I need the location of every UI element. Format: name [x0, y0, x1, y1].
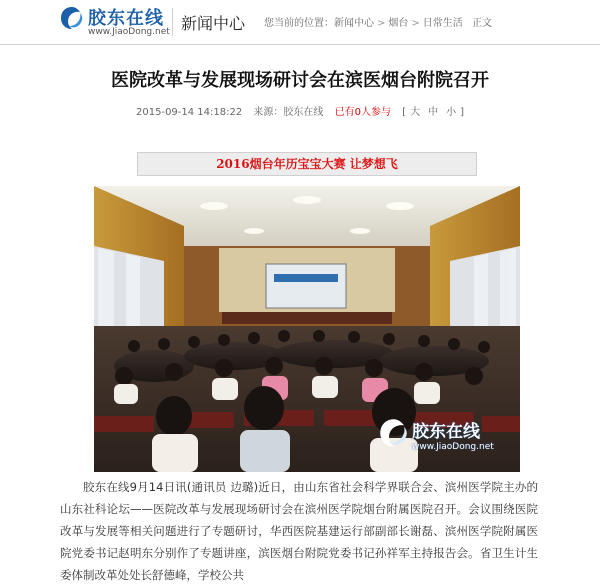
article-meta [0, 103, 600, 118]
font-size-small[interactable]: 小 [446, 107, 457, 118]
watermark-url: www.JiaoDong.net [412, 442, 494, 452]
breadcrumb-item-yantai[interactable]: 烟台 [388, 18, 409, 29]
watermark-text: 胶东在线 [412, 422, 480, 442]
article-body: 胶东在线9月14日讯(通讯员 边璐)近日，由山东省社会科学界联合会、滨州医学院主办的山东社科论坛——医院改革与发展现场研讨会在滨州医学院烟台附属医院召开。会议围绕医院改革与发展等相关问题进行了专题研讨，华西医院基建运行部副部长谢磊、滨州医学院附属医院党委书记赵明东分别作了专题讲座，滨医烟台附院党委书记孙祥军主持报告会。省卫生计生委体制改革处处长舒德峰，学校公共 [60, 480, 538, 582]
watermark-logo-icon [379, 418, 409, 448]
logo-url: www.JiaoDong.net [88, 27, 170, 37]
font-size-switcher: [ 大 中 小 ] [402, 107, 464, 118]
section-title[interactable]: 新闻中心 [181, 14, 246, 33]
breadcrumb-item-news[interactable]: 新闻中心 [334, 18, 374, 29]
logo-text[interactable]: 胶东在线 [88, 8, 164, 29]
chevron-right-icon: > [411, 18, 420, 29]
breadcrumb-space [466, 18, 469, 29]
site-header [0, 0, 600, 45]
article-datetime: 2015-09-14 14:18:22 [136, 107, 243, 118]
breadcrumb-prefix: 您当前的位置： [264, 18, 334, 29]
breadcrumb-item-current: 正文 [471, 18, 492, 29]
header-divider [172, 8, 173, 36]
chevron-right-icon: > [377, 18, 386, 29]
article-title: 医院改革与发展现场研讨会在滨医烟台附院召开 [111, 70, 489, 91]
breadcrumb [264, 14, 492, 29]
font-size-medium[interactable]: 中 [428, 107, 439, 118]
participants-link[interactable]: 已有0人参与 [334, 107, 391, 118]
font-size-large[interactable]: 大 [410, 107, 421, 118]
breadcrumb-item-daily-life[interactable]: 日常生活 [422, 18, 463, 29]
article-source: 来源：胶东在线 [253, 107, 324, 118]
logo-icon[interactable] [60, 6, 84, 30]
promo-banner[interactable]: 2016烟台年历宝宝大赛 让梦想飞 [137, 152, 477, 176]
